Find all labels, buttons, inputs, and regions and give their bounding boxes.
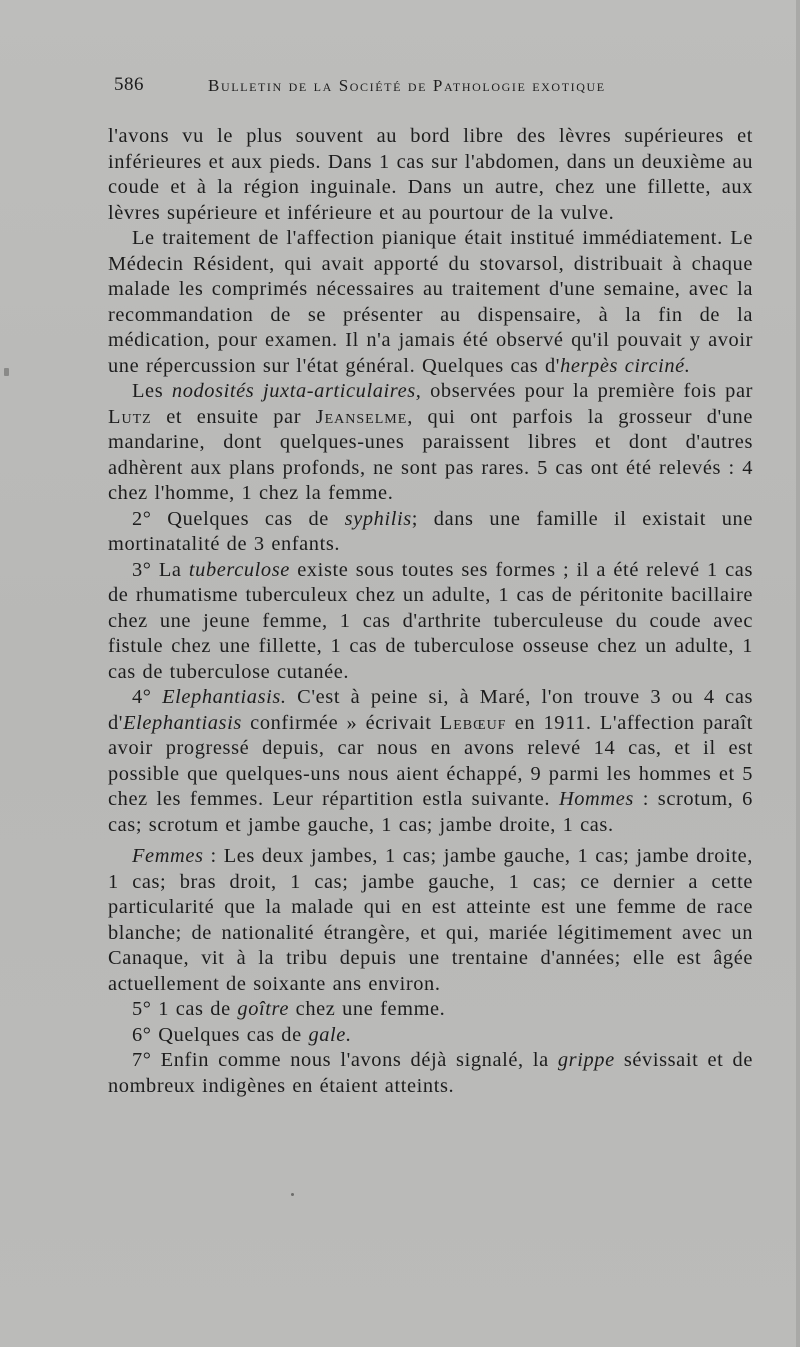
text-run: en 1911. L'affection paraît avoir progressé depuis, car nous en avons relevé 14 cas, et il est possible que quelques-uns nous aient échappé, 9 parmi les hommes et 5 chez les femmes. Leur répartition estla suivante. [108,711,753,810]
italic-term: nodosités juxta-articulaires, [171,380,422,402]
text-run: 3° La [132,558,189,581]
running-title: Bulletin de la Société de Pathologie exotique [208,76,606,95]
text-run: observées pour la première fois par [421,380,753,402]
body-text [108,124,753,1099]
text-run: sévissait et de nombreux indigènes en étaient atteints. [108,1049,753,1097]
text-run: 6° Quelques cas de [132,1023,309,1046]
italic-term: Hommes [558,788,634,810]
italic-term: Elephantiasis. [162,686,287,708]
text-run: , qui ont parfois la grosseur d'une mandarine, dont quelques-unes paraissent libres et dont d'autres adhèrent aux plans profonds, ne sont pas rares. 5 cas ont été relevés : 4 chez l'homme, 1 chez la femme. [108,405,754,504]
paragraph [108,1048,753,1099]
italic-term: Elephantiasis [123,711,242,734]
paragraph [108,379,753,507]
italic-term: gale. [308,1023,352,1046]
italic-term: grippe [557,1049,615,1071]
paragraph [108,558,753,686]
italic-term: herpès circiné. [560,354,691,377]
text-run: confirmée » écrivait [241,711,440,734]
text-run: 5° 1 cas de [132,998,238,1020]
text-run: l'avons vu le plus souvent au bord libre des lèvres supérieures et inférieures et aux pieds. Dans 1 cas sur l'abdomen, dans un deuxième au coude et à la région inguinale. Dans un autre, chez une fillette, aux lèvres supérieure et inférieure et au pourtour de la vulve. [108,125,753,224]
italic-term: tuberculose [188,558,290,581]
page-edge-shadow [796,0,800,1347]
text-run: existe sous toutes ses formes ; il a été relevé 1 cas de rhumatisme tuberculeux chez un adulte, 1 cas de péritonite bacillaire chez une jeune femme, 1 cas d'arthrite tuberculeuse du coude avec fistule chez une fillette, 1 cas de tuberculose osseuse chez un adulte, 1 cas de tuberculose cutanée. [108,558,753,683]
author-name: Lutz [108,405,152,428]
text-run: C'est à peine si, à Maré, l'on trouve 3 ou 4 cas d' [108,686,754,734]
paper-speck [4,368,9,376]
italic-term: syphilis [344,507,412,530]
page-number: 586 [114,74,144,95]
paragraph [108,1023,753,1049]
text-run: 7° Enfin comme nous l'avons déjà signalé, la [132,1049,558,1071]
text-run: et ensuite par [151,405,316,428]
text-run: Le traitement de l'affection pianique était institué immédiatement. Le Médecin Résident, qui avait apporté du stovarsol, distribuait à chaque malade les comprimés nécessaires au traitement d'une semaine, avec la recommandation de se présenter au dispensaire, à la fin de la médication, pour examen. Il n'a jamais été observé qu'il pouvait y avoir une répercussion sur l'état général. Quelques cas d' [108,227,753,377]
text-run: : scrotum, 6 cas; scrotum et jambe gauche, 1 cas; jambe droite, 1 cas. [108,788,753,836]
text-run: 4° [132,686,163,708]
author-name: Jeanselme [315,405,408,428]
text-run: ; dans une famille il existait une mortinatalité de 3 enfants. [108,507,753,555]
text-run: 2° Quelques cas de [132,507,345,530]
paragraph [108,997,753,1023]
paragraph [108,124,753,226]
text-run: chez une femme. [288,998,446,1020]
text-run: Les [132,380,172,402]
paragraph [108,226,753,379]
paragraph [108,685,753,838]
paper-speck [291,1193,294,1196]
italic-term: Femmes [132,845,204,867]
text-run: : Les deux jambes, 1 cas; jambe gauche, 1 cas; jambe droite, 1 cas; bras droit, 1 cas; jambe gauche, 1 cas; ce dernier a cette particularité que la malade qui en est atteinte est une femme de race blanche; de nationalité étrangère, et qui, mariée légitimement avec un Canaque, vit à la tribu depuis une trentaine d'années; elle est âgée actuellement de soixante ans environ. [108,845,753,995]
paragraph [108,844,753,997]
paragraph [108,507,753,558]
author-name: Lebœuf [439,711,507,734]
italic-term: goître [237,998,289,1020]
page-header [114,74,794,104]
